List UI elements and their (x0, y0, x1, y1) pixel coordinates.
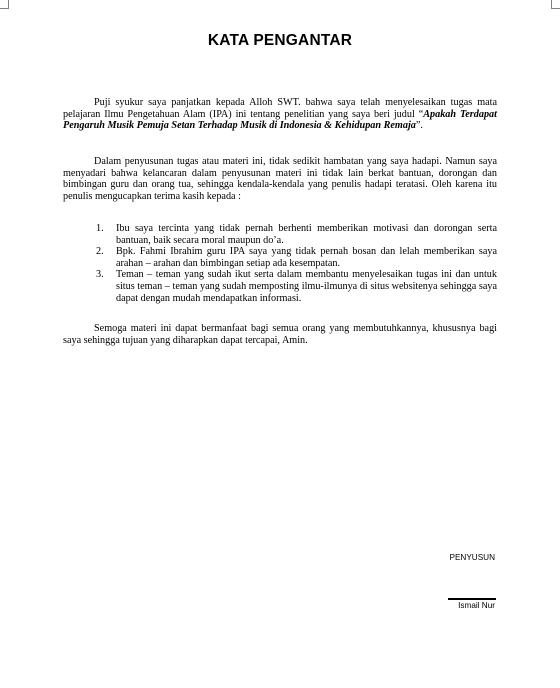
closing-paragraph: Semoga materi ini dapat bermanfaat bagi semua orang yang membutuhkannya, khususnya bagi saya sehingga tujuan yang diharapkan dapat tercapai, Amin. (63, 323, 497, 346)
thanks-list (96, 223, 497, 304)
list-item-number: 2. (96, 246, 104, 258)
page-corner-mark-right (551, 0, 560, 9)
list-item-text: Ibu saya tercinta yang tidak pernah berhenti memberikan motivasi dan dorongan serta bantuan, baik secara moral maupun do’a. (116, 223, 497, 246)
list-item-text: Bpk. Fahmi Ibrahim guru IPA saya yang tidak pernah bosan dan lelah memberikan saya arahan – arahan dan bimbingan setiap ada kesempatan. (116, 246, 497, 269)
list-item (96, 269, 497, 304)
page-title: KATA PENGANTAR (207, 32, 353, 49)
signature-line (448, 598, 496, 600)
opening-paragraph-text: Puji syukur saya panjatkan kepada Alloh SWT. bahwa saya telah menyelesaikan tugas mata pelajaran Ilmu Pengetahuan Alam (IPA) ini tentang penelitian yang saya beri judul (63, 97, 497, 120)
list-item-text: Teman – teman yang sudah ikut serta dalam membantu menyelesaikan tugas ini dan untuk situs teman – teman yang sudah memposting ilmu-ilmunya di situs websitenya sehingga saya dapat dengan mudah mendapatkan informasi. (116, 269, 497, 304)
page-corner-mark-left (0, 0, 9, 9)
opening-paragraph (63, 97, 497, 132)
list-item-number: 1. (96, 223, 104, 234)
close-quote: ”. (415, 120, 423, 132)
acknowledgement-paragraph: Dalam penyusunan tugas atau materi ini, tidak sedikit hambatan yang saya hadapi. Namun saya menyadari bahwa kelancaran dalam penyusunan materi ini tidak lain berkat bantuan, dorongan dan bimbingan guru dan orang tua, sehingga kendala-kendala yang penulis hadapi teratasi. Oleh karena itu penulis mengucapkan terima kasih kepada : (63, 156, 497, 202)
open-quote: “ (414, 108, 424, 120)
list-item (96, 246, 497, 269)
author-role-label: PENYUSUN (449, 553, 495, 562)
research-title: Apakah Terdapat Pengaruh Musik Pemuja Setan Terhadap Musik di Indonesia & Kehidupan Remaja (63, 108, 497, 132)
list-item (96, 223, 497, 246)
list-item-number: 3. (96, 269, 104, 281)
author-name: Ismail Nur (458, 601, 495, 610)
